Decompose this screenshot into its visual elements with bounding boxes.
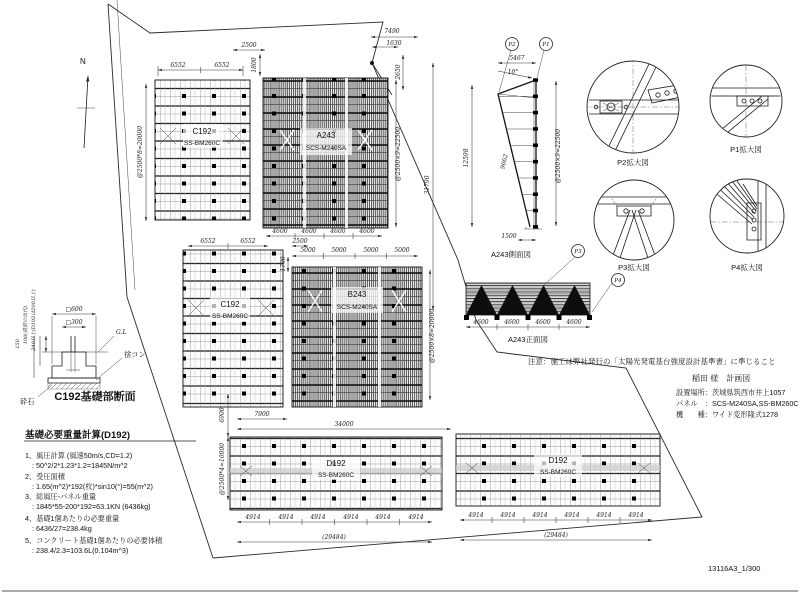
dim-4914: 4914 <box>408 514 424 521</box>
array-id: C192 <box>220 300 240 309</box>
label-saiseki: 砕石 <box>20 397 35 406</box>
balloon-p3: P3 <box>574 249 582 255</box>
balloon-p4: P4 <box>614 278 622 284</box>
array-panel: SCS-M240SA <box>336 304 378 311</box>
dim-2500: 2500 <box>292 238 308 245</box>
array-id: D192 <box>548 456 568 465</box>
a243-front-view <box>464 245 625 345</box>
label-sutekon: 捨コン <box>124 350 146 359</box>
calc-line: : 6436/27=238.4kg <box>32 524 92 533</box>
dim-29484: (29484) <box>544 532 568 539</box>
dim-12598: 12598 <box>463 148 470 168</box>
side-view-title: A243側面図 <box>490 250 532 259</box>
calc-line: : 1.65(m^2)*192(枚)*sin10(°)=55(m^2) <box>32 482 153 491</box>
array-id: A243 <box>316 131 336 140</box>
section-title: C192基礎部断面 <box>54 391 136 403</box>
dim-4600: 4600 <box>473 319 489 326</box>
a243-side-view <box>463 38 562 260</box>
sheet-number: 13116A3_1/300 <box>708 564 761 573</box>
dim-29484: (29484) <box>322 534 346 541</box>
detail-p4-label: P4拡大図 <box>731 263 763 272</box>
dims-row3-right <box>460 512 652 540</box>
plan-array-d192-right <box>456 434 660 506</box>
detail-p2-label: P2拡大図 <box>617 158 649 167</box>
dim-4914: 4914 <box>596 512 612 519</box>
dim-22500: @2500×9=22500 <box>395 126 402 182</box>
dim-4914: 4914 <box>245 514 261 521</box>
calc-line: 5、コンクリート基礎1個あたりの必要体積 <box>25 536 163 545</box>
calc-line: : 238.4/2.3=103.6L(0.104m^3) <box>32 546 129 555</box>
dim-10deg: 10° <box>507 69 519 76</box>
detail-p3-label: P3拡大図 <box>618 263 650 272</box>
array-panel: SS-BM260C <box>539 469 577 476</box>
dim-5000: 5000 <box>394 247 410 254</box>
detail-p2 <box>583 57 686 167</box>
dim-5000: 5000 <box>300 247 316 254</box>
detail-p1 <box>710 65 782 154</box>
dim-31790: 31790 <box>424 175 431 195</box>
dim-7900: 7900 <box>254 411 270 418</box>
array-panel: SS-BM260C <box>211 313 249 320</box>
dim-1800: 1800 <box>251 57 258 73</box>
dim-4914: 4914 <box>500 512 516 519</box>
dim-4600: 4600 <box>504 319 520 326</box>
dim-4914: 4914 <box>628 512 644 519</box>
front-view-title: A243正面図 <box>507 335 549 344</box>
title-location: 設置場所：茨城県筑西市井上1057 <box>676 388 786 397</box>
dim-150: 150 <box>15 339 21 349</box>
detail-p4 <box>710 179 785 272</box>
dim-6552: 6552 <box>170 62 186 69</box>
dim-22500: @2500×9=22500 <box>555 128 562 184</box>
detail-p3 <box>594 180 674 272</box>
dim-6552: 6552 <box>214 62 230 69</box>
array-id: D192 <box>326 459 346 468</box>
dim-7490: 7490 <box>384 28 400 35</box>
label-gl: G.L <box>116 329 127 336</box>
dim-4600: 4600 <box>272 228 288 235</box>
detail-p1-label: P1拡大図 <box>730 145 762 154</box>
north-label: N <box>80 57 86 66</box>
dim-1630: 1630 <box>386 40 402 47</box>
array-panel: SS-BM260C <box>183 140 221 147</box>
dim-sq300: □300 <box>65 319 83 326</box>
dim-5000: 5000 <box>331 247 347 254</box>
title-model: 機 種：ワイド変形隆式1278 <box>676 410 779 419</box>
dim-4600: 4600 <box>566 319 582 326</box>
plan-array-d192-left <box>230 437 442 510</box>
dim-4600: 4600 <box>359 228 375 235</box>
foundation-weight-calc <box>24 429 196 555</box>
plan-array-c192-row2 <box>183 250 283 407</box>
calc-line: : 50^2/2*1.23*1.2=1845N/m^2 <box>32 461 128 470</box>
calc-line: : 1845*55-200*192=63.1KN (6436kg) <box>32 502 151 511</box>
north-arrow <box>77 57 95 148</box>
dim-240: 240以上(D192は200以上) <box>31 289 37 351</box>
plan-array-a243-row1 <box>263 78 388 228</box>
dim-6900: 6900 <box>219 407 226 423</box>
dim-2650: 2650 <box>395 64 402 80</box>
dim-4914: 4914 <box>468 512 484 519</box>
dim-4600: 4600 <box>330 228 346 235</box>
calc-line: 1、風圧計算 (風速50m/s,CD=1.2) <box>25 451 133 460</box>
dim-4914: 4914 <box>532 512 548 519</box>
dim-9062: 9062 <box>499 153 510 170</box>
dim-4914: 4914 <box>278 514 294 521</box>
plan-array-c192-row1 <box>155 80 250 220</box>
balloon-p2: P2 <box>508 42 516 48</box>
dim-1500: 1500 <box>501 233 517 240</box>
array-panel: SS-BM260C <box>317 472 355 479</box>
title-panel: パネル ：SCS-M240SA,SS-BM260C <box>676 399 799 408</box>
dim-6552: 6552 <box>200 238 216 245</box>
dim-5467: 5467 <box>509 55 525 62</box>
dim-2500: 2500 <box>241 42 257 49</box>
dim-4600: 4600 <box>535 319 551 326</box>
calc-line: 3、総風圧-パネル重量 <box>25 492 97 501</box>
dim-6552: 6552 <box>240 238 256 245</box>
dim-100: 100(鉄筋の出代) <box>23 305 29 345</box>
array-id: B243 <box>347 290 367 299</box>
dim-10000: @2500*4=10000 <box>219 442 226 496</box>
calc-title: 基礎必要重量計算(D192) <box>25 430 131 441</box>
array-panel: SCS-M240SA <box>305 145 347 152</box>
dim-34000: 34000 <box>334 421 354 428</box>
plan-array-b243-row2 <box>292 267 422 407</box>
balloon-p1: P1 <box>542 42 550 48</box>
dim-20000: @2500*8=20000 <box>137 125 144 179</box>
title-customer: 稲田 様 計画図 <box>692 374 751 383</box>
dim-4914: 4914 <box>310 514 326 521</box>
dim-4600: 4600 <box>301 228 317 235</box>
calc-line: 4、基礎1個あたりの必要重量 <box>25 514 120 523</box>
dim-5000: 5000 <box>363 247 379 254</box>
dim-sq600: □600 <box>65 306 83 313</box>
dim-4914: 4914 <box>564 512 580 519</box>
dim-1700: 1700 <box>280 256 287 272</box>
c192-foundation-section <box>15 289 146 406</box>
calc-line: 2、受圧面積 <box>25 472 65 481</box>
dim-20000x: @2500×8=20000 <box>429 308 436 364</box>
construction-note: 注意：施工は弊社発行の「太陽光発電基台強度設計基準書」に準じること <box>528 357 776 366</box>
dim-4914: 4914 <box>375 514 391 521</box>
dim-4914: 4914 <box>343 514 359 521</box>
array-id: C192 <box>192 127 212 136</box>
